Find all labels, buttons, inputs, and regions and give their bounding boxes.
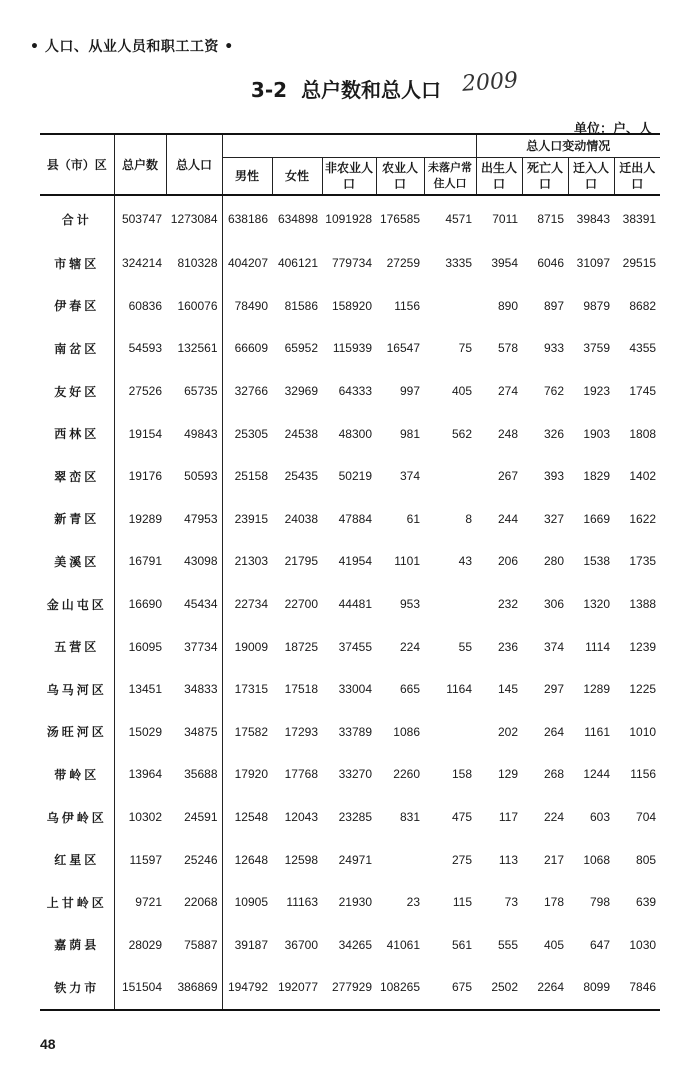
table-cell: 268	[544, 767, 565, 782]
table-cell	[376, 838, 424, 881]
table-cell: 562	[452, 426, 473, 441]
table-cell: 16547	[386, 341, 420, 356]
table-row	[40, 753, 660, 796]
table-cell: 54593	[128, 341, 162, 356]
table-cell: 810328	[166, 242, 222, 285]
table-cell: 933	[544, 341, 565, 356]
table-row	[40, 455, 660, 498]
table-cell: 27259	[386, 256, 420, 271]
running-header: • 人口、从业人员和职工工资 •	[30, 39, 234, 55]
table-cell: 997	[399, 384, 420, 399]
table-row	[40, 412, 660, 455]
table-cell: 264	[544, 724, 565, 739]
table-cell: 17293	[284, 724, 318, 739]
table-cell: 10302	[128, 810, 162, 825]
table-cell: 324214	[121, 256, 162, 271]
table-cell: 1161	[584, 724, 611, 739]
table-cell: 1030	[629, 937, 657, 952]
table-cell: 405	[544, 937, 565, 952]
table-cell: 503747	[121, 212, 162, 226]
table-row	[40, 838, 660, 881]
table-cell: 29515	[622, 256, 657, 271]
table-cell: 34265	[338, 937, 372, 952]
table-cell: 1388	[629, 597, 657, 612]
table-cell: 113	[498, 852, 519, 867]
table-cell: 64333	[338, 384, 372, 399]
table-cell: 12548	[234, 810, 268, 825]
table-cell: 1010	[629, 724, 657, 739]
table-cell: 3335	[445, 256, 473, 271]
table-cell: 28029	[128, 937, 162, 952]
table-cell: 33270	[338, 767, 372, 782]
table-cell: 639	[636, 895, 657, 910]
table-cell	[424, 711, 476, 754]
table-cell: 48300	[338, 426, 372, 441]
unit-label: 单位：户、人	[573, 122, 652, 137]
district-name: 翠峦区	[40, 455, 114, 498]
table-cell: 1622	[629, 511, 657, 526]
table-cell: 34875	[166, 711, 222, 754]
table-cell: 24971	[338, 852, 372, 867]
table-cell: 32766	[234, 384, 268, 399]
table-cell: 224	[544, 810, 565, 825]
district-name: 上甘岭区	[40, 881, 114, 924]
table-cell: 1735	[629, 554, 657, 569]
table-cell: 43	[458, 554, 473, 569]
col-header-move-in: 迁入人口	[568, 158, 614, 196]
table-cell: 274	[498, 384, 519, 399]
table-cell: 151504	[121, 980, 162, 995]
district-name: 新青区	[40, 498, 114, 541]
table-cell: 1669	[583, 511, 611, 526]
table-cell: 22734	[234, 597, 268, 612]
table-cell: 66609	[234, 341, 268, 356]
table-cell: 9721	[135, 895, 162, 910]
table-cell: 1808	[629, 426, 657, 441]
table-row	[40, 498, 660, 541]
table-cell: 386869	[166, 966, 222, 1010]
table-cell: 24538	[284, 426, 318, 441]
table-cell: 647	[590, 937, 611, 952]
table-cell: 7846	[629, 980, 657, 995]
table-row	[40, 966, 660, 1010]
table-cell: 65735	[166, 370, 222, 413]
table-cell: 374	[544, 639, 565, 654]
table-cell: 176585	[379, 212, 420, 226]
table-cell: 39843	[576, 212, 611, 226]
table-cell: 762	[544, 384, 565, 399]
table-cell: 2260	[393, 767, 420, 782]
table-cell: 17768	[284, 767, 318, 782]
table-cell: 406121	[277, 256, 318, 271]
table-cell: 25435	[284, 469, 318, 484]
table-cell: 1745	[629, 384, 657, 399]
page-number: 48	[40, 1036, 56, 1052]
col-header-spacer	[222, 134, 476, 158]
table-cell: 17518	[284, 682, 318, 697]
table-cell: 24591	[166, 796, 222, 839]
table-cell: 41061	[386, 937, 420, 952]
table-cell: 24038	[284, 511, 318, 526]
table-cell: 75887	[166, 924, 222, 967]
table-cell: 3954	[491, 256, 519, 271]
table-cell: 1156	[394, 298, 420, 313]
table-cell: 19289	[128, 511, 162, 526]
table-cell: 115	[452, 895, 473, 910]
table-cell: 1289	[583, 682, 611, 697]
table-cell: 1156	[630, 767, 657, 782]
table-cell: 831	[399, 810, 420, 825]
table-cell: 555	[498, 937, 519, 952]
table-cell: 206	[498, 554, 519, 569]
col-header-nonagri: 非农业人口	[322, 158, 376, 196]
table-cell: 17315	[234, 682, 268, 697]
table-cell: 1273084	[166, 195, 222, 242]
table-cell	[424, 455, 476, 498]
table-cell: 2264	[537, 980, 565, 995]
title-number: 3-2	[250, 78, 288, 102]
population-table	[40, 133, 660, 1011]
table-cell: 192077	[277, 980, 318, 995]
table-cell: 65952	[284, 341, 318, 356]
table-cell: 194792	[227, 980, 268, 995]
table-row	[40, 242, 660, 285]
table-cell: 36700	[284, 937, 318, 952]
table-cell: 25246	[166, 838, 222, 881]
table-cell: 37734	[166, 625, 222, 668]
table-cell: 1114	[585, 639, 611, 654]
table-cell: 75	[458, 341, 473, 356]
table-body	[40, 195, 660, 1010]
table-cell: 244	[498, 511, 519, 526]
col-header-unsettled: 未落户常住人口	[424, 158, 476, 196]
table-cell: 236	[498, 639, 519, 654]
table-cell: 21303	[234, 554, 268, 569]
table-cell: 1538	[583, 554, 611, 569]
table-cell: 1320	[583, 597, 611, 612]
table-cell: 1225	[629, 682, 657, 697]
table-cell: 267	[498, 469, 519, 484]
district-name: 南岔区	[40, 327, 114, 370]
table-cell: 145	[498, 682, 519, 697]
table-header	[40, 134, 660, 195]
table-cell: 248	[498, 426, 519, 441]
table-cell: 4571	[445, 212, 473, 226]
district-name: 红星区	[40, 838, 114, 881]
col-header-move-out: 迁出人口	[614, 158, 660, 196]
district-name: 带岭区	[40, 753, 114, 796]
table-cell	[424, 583, 476, 626]
table-cell: 35688	[166, 753, 222, 796]
table-cell: 10905	[234, 895, 268, 910]
table-cell	[424, 285, 476, 328]
district-name: 嘉荫县	[40, 924, 114, 967]
table-cell: 603	[590, 810, 611, 825]
table-cell: 634898	[277, 212, 318, 226]
table-cell: 25305	[234, 426, 268, 441]
table-cell: 297	[544, 682, 565, 697]
col-header-district: 县（市）区	[40, 134, 114, 195]
table-cell: 158920	[331, 298, 372, 313]
table-row	[40, 540, 660, 583]
table-cell: 12598	[284, 852, 318, 867]
table-cell: 38391	[622, 212, 657, 226]
table-cell: 50219	[338, 469, 372, 484]
district-name: 汤旺河区	[40, 711, 114, 754]
table-cell: 1101	[394, 554, 420, 569]
table-cell: 13964	[128, 767, 162, 782]
col-header-deaths: 死亡人口	[522, 158, 568, 196]
table-cell: 8682	[629, 298, 657, 313]
table-row	[40, 285, 660, 328]
table-cell: 326	[544, 426, 565, 441]
district-name: 市辖区	[40, 242, 114, 285]
table-cell: 1091928	[325, 212, 372, 226]
table-cell: 21795	[284, 554, 318, 569]
table-cell: 1829	[583, 469, 611, 484]
table-cell: 15029	[128, 724, 162, 739]
table-cell: 50593	[166, 455, 222, 498]
table-cell: 73	[504, 895, 519, 910]
table-cell: 1923	[583, 384, 611, 399]
table-cell: 37455	[338, 639, 372, 654]
table-cell: 704	[636, 810, 657, 825]
table-cell: 393	[544, 469, 565, 484]
table-row	[40, 796, 660, 839]
table-cell: 1244	[583, 767, 611, 782]
table-cell: 41954	[338, 554, 372, 569]
table-cell: 44481	[338, 597, 372, 612]
table-cell: 16690	[128, 597, 162, 612]
table-cell: 19176	[128, 469, 162, 484]
col-header-female: 女性	[272, 158, 322, 196]
district-name: 金山屯区	[40, 583, 114, 626]
table-cell: 1068	[583, 852, 611, 867]
table-cell: 13451	[128, 682, 162, 697]
table-cell: 638186	[227, 212, 268, 226]
table-cell: 217	[544, 852, 565, 867]
col-header-births: 出生人口	[476, 158, 522, 196]
table-cell: 47884	[338, 511, 372, 526]
col-header-households: 总户数	[114, 134, 166, 195]
table-cell: 22700	[284, 597, 318, 612]
table-cell: 81586	[284, 298, 318, 313]
table-row	[40, 625, 660, 668]
table-cell: 224	[399, 639, 420, 654]
col-header-agri: 农业人口	[376, 158, 424, 196]
table-cell: 805	[636, 852, 657, 867]
table-row	[40, 668, 660, 711]
table-cell: 43098	[166, 540, 222, 583]
table-cell: 981	[399, 426, 420, 441]
table-cell: 2502	[491, 980, 519, 995]
table-cell: 19154	[128, 426, 162, 441]
table-cell: 798	[590, 895, 611, 910]
table-cell: 160076	[166, 285, 222, 328]
table-cell: 23	[406, 895, 420, 910]
table-cell: 178	[544, 895, 565, 910]
table-cell: 1164	[446, 682, 473, 697]
table-row	[40, 881, 660, 924]
table-cell: 8715	[537, 212, 565, 226]
table-cell: 17920	[234, 767, 268, 782]
table-row	[40, 195, 660, 242]
table-cell: 61	[406, 511, 420, 526]
page-title	[0, 74, 692, 103]
table-cell: 1903	[583, 426, 611, 441]
table-cell: 19009	[234, 639, 268, 654]
district-name: 乌伊岭区	[40, 796, 114, 839]
table-row	[40, 327, 660, 370]
table-cell: 16791	[128, 554, 162, 569]
table-cell: 280	[544, 554, 565, 569]
table-cell: 277929	[331, 980, 372, 995]
district-name: 五营区	[40, 625, 114, 668]
table-cell: 21930	[338, 895, 372, 910]
table-cell: 9879	[583, 298, 611, 313]
table-cell: 475	[452, 810, 473, 825]
table-row	[40, 583, 660, 626]
table-cell: 4355	[629, 341, 657, 356]
table-cell: 33789	[338, 724, 372, 739]
district-name: 西林区	[40, 412, 114, 455]
district-name: 伊春区	[40, 285, 114, 328]
table-cell: 327	[544, 511, 565, 526]
table-cell: 129	[498, 767, 519, 782]
table-cell: 578	[498, 341, 519, 356]
table-cell: 78490	[234, 298, 268, 313]
table-cell: 32969	[284, 384, 318, 399]
table-cell: 108265	[379, 980, 420, 995]
table-cell: 779734	[331, 256, 372, 271]
col-header-total-pop: 总人口	[166, 134, 222, 195]
handwritten-annotation: 2009	[461, 68, 519, 97]
table-cell: 202	[498, 724, 519, 739]
table-cell: 16095	[128, 639, 162, 654]
table-cell: 132561	[166, 327, 222, 370]
table-cell: 897	[544, 298, 565, 313]
table-cell: 23285	[338, 810, 372, 825]
table-cell: 47953	[166, 498, 222, 541]
table-row	[40, 924, 660, 967]
table-cell: 405	[452, 384, 473, 399]
district-name: 乌马河区	[40, 668, 114, 711]
table-cell: 404207	[227, 256, 268, 271]
table-cell: 12648	[234, 852, 268, 867]
col-header-change-group: 总人口变动情况	[476, 134, 660, 158]
table-cell: 6046	[537, 256, 565, 271]
table-cell: 60836	[128, 298, 162, 313]
table-cell: 12043	[284, 810, 318, 825]
table-cell: 45434	[166, 583, 222, 626]
table-cell: 890	[498, 298, 519, 313]
table-cell: 232	[498, 597, 519, 612]
table-cell: 17582	[234, 724, 268, 739]
table-cell: 27526	[128, 384, 162, 399]
table-cell: 8	[465, 511, 473, 526]
table-cell: 18725	[284, 639, 318, 654]
table-row	[40, 711, 660, 754]
table-cell: 1402	[629, 469, 657, 484]
table-cell: 158	[452, 767, 473, 782]
table-cell: 275	[452, 852, 473, 867]
table-row	[40, 370, 660, 413]
district-name: 友好区	[40, 370, 114, 413]
table-cell: 23915	[234, 511, 268, 526]
table-cell: 49843	[166, 412, 222, 455]
table-cell: 675	[452, 980, 473, 995]
table-cell: 8099	[583, 980, 611, 995]
table-cell: 7011	[492, 212, 519, 226]
table-cell: 953	[399, 597, 420, 612]
table-cell: 55	[458, 639, 473, 654]
table-cell: 11597	[129, 852, 162, 867]
table-cell: 25158	[234, 469, 268, 484]
table-cell: 1086	[393, 724, 420, 739]
district-name: 美溪区	[40, 540, 114, 583]
table-cell: 31097	[576, 256, 611, 271]
title-text: 总户数和总人口	[301, 78, 442, 102]
district-name: 铁力市	[40, 966, 114, 1010]
table-cell: 11163	[286, 895, 318, 910]
table-cell: 34833	[166, 668, 222, 711]
table-cell: 39187	[234, 937, 268, 952]
table-cell: 306	[544, 597, 565, 612]
table-cell: 561	[452, 937, 473, 952]
table-cell: 33004	[338, 682, 372, 697]
table-cell: 1239	[629, 639, 657, 654]
col-header-male: 男性	[222, 158, 272, 196]
table-cell: 3759	[583, 341, 611, 356]
table-cell: 665	[399, 682, 420, 697]
table-cell: 117	[498, 810, 519, 825]
table-cell: 22068	[166, 881, 222, 924]
table-cell: 374	[399, 469, 420, 484]
district-name: 合计	[40, 195, 114, 242]
table-cell: 115939	[332, 341, 372, 356]
